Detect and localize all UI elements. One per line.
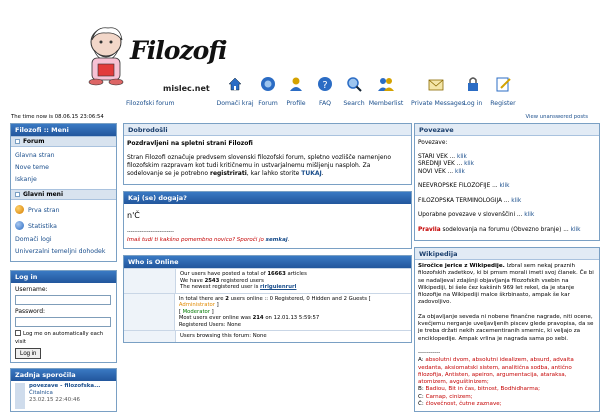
- register-here-link[interactable]: TUKAJ: [301, 170, 322, 177]
- total-users: 2543: [204, 277, 220, 284]
- rules-klik[interactable]: klik: [570, 226, 581, 233]
- welcome-text-1: Stran Filozofi označuje predvsem slovenski filozofski forum, spletno vozlišče namenjeno filozofskim razpravam kot tudi kritičnemu in ustvarjalnemu mišljenju nasploh. Za sodelovanje se je potrebno: [127, 154, 391, 177]
- link-label: STARI VEK ...: [418, 153, 456, 160]
- link-row: [418, 169, 596, 177]
- who-moderator-line: [ Moderator ]: [178, 308, 214, 315]
- who-max-text: Most users ever online was: [178, 315, 251, 321]
- recent-posts-box: [10, 368, 117, 412]
- menu-title: Filozofi :: Meni: [11, 124, 116, 136]
- rules-row: [418, 227, 596, 235]
- news-footer-text: Imaš tudi ti kakšno pomembno novico? Sporoči jo: [127, 237, 264, 243]
- autologin-label: Log me on automatically each visit: [15, 331, 104, 345]
- wiki-cc-links[interactable]: človečnost, čutne zaznave;: [425, 401, 502, 408]
- wiki-b-prefix: B:: [418, 386, 424, 393]
- link-row: [418, 161, 596, 169]
- rules-text: sodelovanja na forumu (Obvezno branje) ...: [442, 226, 569, 233]
- link-label: SREDNJI VEK ...: [418, 161, 463, 167]
- password-input[interactable]: [15, 317, 111, 327]
- who-posts-unit: articles: [287, 271, 307, 277]
- logo-text: Filozofi: [130, 36, 227, 65]
- username-label: Username:: [15, 286, 48, 293]
- faq-icon: [317, 76, 333, 92]
- home-icon: [227, 76, 243, 92]
- middle-column: [123, 123, 412, 348]
- browsing-icon-cell: [124, 331, 176, 342]
- philosopher-logo-icon: [84, 24, 130, 86]
- link-row: [418, 154, 596, 162]
- autologin-checkbox[interactable]: [15, 330, 21, 336]
- news-text: n'Č: [127, 211, 140, 220]
- forum-home-link[interactable]: Filozofski forum: [126, 100, 175, 107]
- rules-label: Pravila: [418, 226, 441, 233]
- who-online-box: [123, 255, 412, 343]
- wiki-a-prefix: A:: [418, 357, 424, 364]
- nav-search-label: Search: [343, 100, 365, 107]
- wiki-divider: -----------: [418, 349, 441, 356]
- wiki-b-links[interactable]: Badiou, Bit in čas, bitnost, Bodhidharma;: [425, 386, 540, 393]
- who-users-text: We have: [180, 277, 203, 284]
- menu-item-iskanje[interactable]: Iskanje: [15, 176, 37, 183]
- max-users: 214: [252, 315, 264, 321]
- who-stats-row: [124, 268, 411, 293]
- legend-moderator: Moderator: [182, 308, 210, 315]
- link-label: NOVI VEK ...: [418, 168, 454, 175]
- link-label: FILOZOPSKA TERMINOLOGIJA ...: [418, 197, 510, 204]
- who-newest-text: The newest registered user is: [180, 284, 259, 290]
- wiki-list-cc: [418, 401, 596, 408]
- link-klik[interactable]: klik: [499, 183, 510, 189]
- forum-section-header[interactable]: [11, 136, 116, 147]
- registered-users-line: Registered Users: None: [178, 321, 241, 328]
- link-klik[interactable]: klik: [511, 197, 522, 204]
- link-klik[interactable]: klik: [454, 168, 465, 175]
- links-title: Povezave: [415, 124, 599, 136]
- who-posts-text: Our users have posted a total of: [180, 271, 266, 277]
- wiki-intro: [418, 263, 596, 307]
- browsing-users-line: Users browsing this forum: None: [180, 333, 267, 339]
- news-submit-link[interactable]: semkaj: [265, 237, 288, 243]
- messages-icon: [428, 76, 444, 92]
- menu-item-temeljni-dohodek[interactable]: Univerzalni temeljni dohodek: [15, 248, 106, 255]
- menu-item-statistika[interactable]: [11, 220, 116, 234]
- wiki-box: [414, 247, 600, 412]
- who-online-row: [124, 293, 411, 331]
- who-users-unit: registered users: [221, 277, 264, 284]
- nav-profile-label: Profile: [286, 100, 306, 107]
- nav-faq-label: FAQ: [319, 100, 331, 107]
- online-count: 2: [225, 295, 229, 302]
- wiki-title: Wikipedija: [415, 248, 599, 260]
- collapse-icon: [15, 192, 20, 197]
- logo-subtitle: mislec.net: [163, 84, 210, 93]
- left-column: [10, 123, 117, 417]
- who-newest-line: [180, 284, 307, 291]
- welcome-box: [123, 123, 412, 185]
- stats-icon-cell: [124, 269, 176, 293]
- menu-item-glavna-stran[interactable]: Glavna stran: [15, 152, 55, 159]
- nav-login-label: Log in: [463, 100, 483, 107]
- post-indicator-icon: [15, 383, 25, 409]
- menu-item-nove-teme[interactable]: Nove teme: [15, 164, 49, 171]
- register-icon: [495, 76, 511, 92]
- recent-topic-link[interactable]: povezave - filozofska...: [29, 383, 101, 389]
- menu-box: [10, 123, 117, 262]
- main-menu-label: Glavni meni: [23, 191, 64, 198]
- welcome-text-2: , kar lahko storite: [246, 170, 300, 177]
- link-klik[interactable]: klik: [456, 153, 467, 160]
- wiki-cc-prefix: Č:: [418, 401, 424, 408]
- username-input[interactable]: [15, 295, 111, 305]
- site-logo[interactable]: [78, 18, 227, 100]
- news-footer: Imaš tudi ti kakšno pomembno novico? Sporoči jo semkaj.: [127, 237, 290, 243]
- link-row: [418, 183, 596, 191]
- wiki-list-b: [418, 386, 596, 393]
- login-box: [10, 270, 117, 363]
- nav-register-label: Register: [490, 100, 516, 107]
- current-time: The time now is 08.06.15 23:06:54: [11, 114, 104, 120]
- welcome-text: Stran Filozofi označuje predvsem slovenski filozofski forum, spletno vozlišče namenjeno filozofskim razpravam kot tudi kritičnemu in ustvarjalnemu mišljenju nasploh. Za sodelovanje se je potrebno registrirati, kar lahko storite TUKAJ.: [127, 154, 391, 177]
- right-column: [414, 123, 600, 417]
- login-icon: [465, 76, 481, 92]
- link-klik[interactable]: klik: [524, 212, 535, 218]
- link-row: [418, 212, 596, 220]
- wiki-c-prefix: C:: [418, 393, 424, 400]
- memberlist-icon: [378, 76, 394, 92]
- wiki-list-c: [418, 394, 596, 401]
- wiki-text-2: Za objavljanje seveda ni nobene finančne nagrade, niti ocene, kvečjemu nerganje uveljavljenih piscev glede pravopisa, da se je treba držati nekih zacementiranih smernic, ki veljajo za enciklopedije. Ampak vrlina je nagrada sama po sebi.: [418, 313, 594, 342]
- links-intro: Povezave:: [418, 140, 448, 146]
- link-klik[interactable]: klik: [464, 161, 475, 167]
- online-icon-cell: [124, 294, 175, 331]
- nav-memberlist[interactable]: [366, 76, 406, 107]
- recent-forum-link[interactable]: Čitalnica: [29, 390, 53, 396]
- link-label: NEEVROPSKE FILOZOFIJE ...: [418, 183, 498, 189]
- newest-user-link[interactable]: rirlguienrurl: [260, 284, 297, 290]
- total-posts: 16663: [267, 271, 286, 277]
- wiki-c-links[interactable]: Carnap, cinizem;: [425, 393, 473, 400]
- who-online-title: Who is Online: [124, 256, 411, 268]
- links-box: [414, 123, 600, 241]
- nav-register[interactable]: [483, 76, 523, 107]
- login-title: Log in: [11, 271, 116, 283]
- svg-text:?: ?: [322, 80, 328, 91]
- who-online-text: users online :: 0 Registered, 0 Hidden and 2 Guests: [230, 295, 367, 302]
- stats-icon: [15, 221, 24, 230]
- link-label: Uporabne povezave v slovenščini ...: [418, 212, 523, 218]
- wiki-list-a: [418, 357, 596, 386]
- profile-icon: [288, 76, 304, 92]
- forum-icon: [260, 76, 276, 92]
- nav-private-messages-label: Private Messages: [411, 100, 465, 107]
- unanswered-posts-link[interactable]: View unanswered posts: [525, 114, 588, 120]
- news-box: [123, 191, 412, 249]
- menu-item-prva-stran[interactable]: [11, 204, 116, 220]
- wiki-text: Izbral sem nekaj praznih filozofskih zadetkov, ki bi pmsm morali imeti svoj članek. Če bi se nadaljeval zdajšnji objavljanja filozofskih vsebin na Wikipediji, bi šele čez kakšnih 969 let rekel, da je stanje filozofije na Wikipediji malce škrbinasto, ampak še kar zadovoljivo.: [418, 263, 594, 306]
- link-row: [418, 198, 596, 206]
- menu-item-prva-stran-label: Prva stran: [28, 207, 60, 214]
- nav-memberlist-label: Memberlist: [368, 100, 404, 107]
- recent-posts-title: Zadnja sporočila: [11, 369, 116, 381]
- wiki-heading: Siročice jerice z Wikipedije.: [418, 263, 505, 269]
- nav-forum-label: Forum: [258, 100, 278, 107]
- wiki-a-links[interactable]: absolutni dvom, absolutni idealizem, absurd, advaita vedanta, aksiomatski sistem, analitična sodba, antično filozofija, Antisten, apeiron, argumentacija, ataraksa, atomizem, avguštinizem;: [418, 357, 574, 386]
- legend-administrator: Administrator: [178, 302, 215, 308]
- main-menu-header[interactable]: [11, 189, 116, 200]
- who-online-line: In total there are 2 users online :: 0 Registered, 0 Hidden and 2 Guests [ Administrator ]: [178, 295, 371, 308]
- recent-date: 23.02.15 22:40:46: [29, 397, 80, 403]
- forum-section-label: Forum: [23, 138, 45, 145]
- welcome-heading: Pozdravljeni na spletni strani Filozofi: [127, 140, 253, 147]
- recent-post-item: [11, 381, 116, 411]
- menu-item-domaci-logi[interactable]: Domači logi: [15, 236, 52, 243]
- menu-item-statistika-label: Statistika: [28, 223, 57, 230]
- collapse-icon: [15, 139, 20, 144]
- register-word: registrirati: [209, 170, 247, 177]
- nav-home-label: Domači kraj: [216, 100, 254, 107]
- news-title: Kaj (se) dogaja?: [124, 192, 411, 204]
- who-max-date: on 12.01.13 5:59:57: [265, 315, 320, 321]
- who-browsing-row: [124, 330, 411, 342]
- welcome-title: Dobrodošli: [124, 124, 411, 136]
- news-divider: --------------------------: [127, 229, 174, 235]
- search-icon: [346, 76, 362, 92]
- globe-icon: [15, 205, 24, 214]
- login-button[interactable]: Log in: [15, 348, 41, 359]
- password-label: Password:: [15, 308, 46, 315]
